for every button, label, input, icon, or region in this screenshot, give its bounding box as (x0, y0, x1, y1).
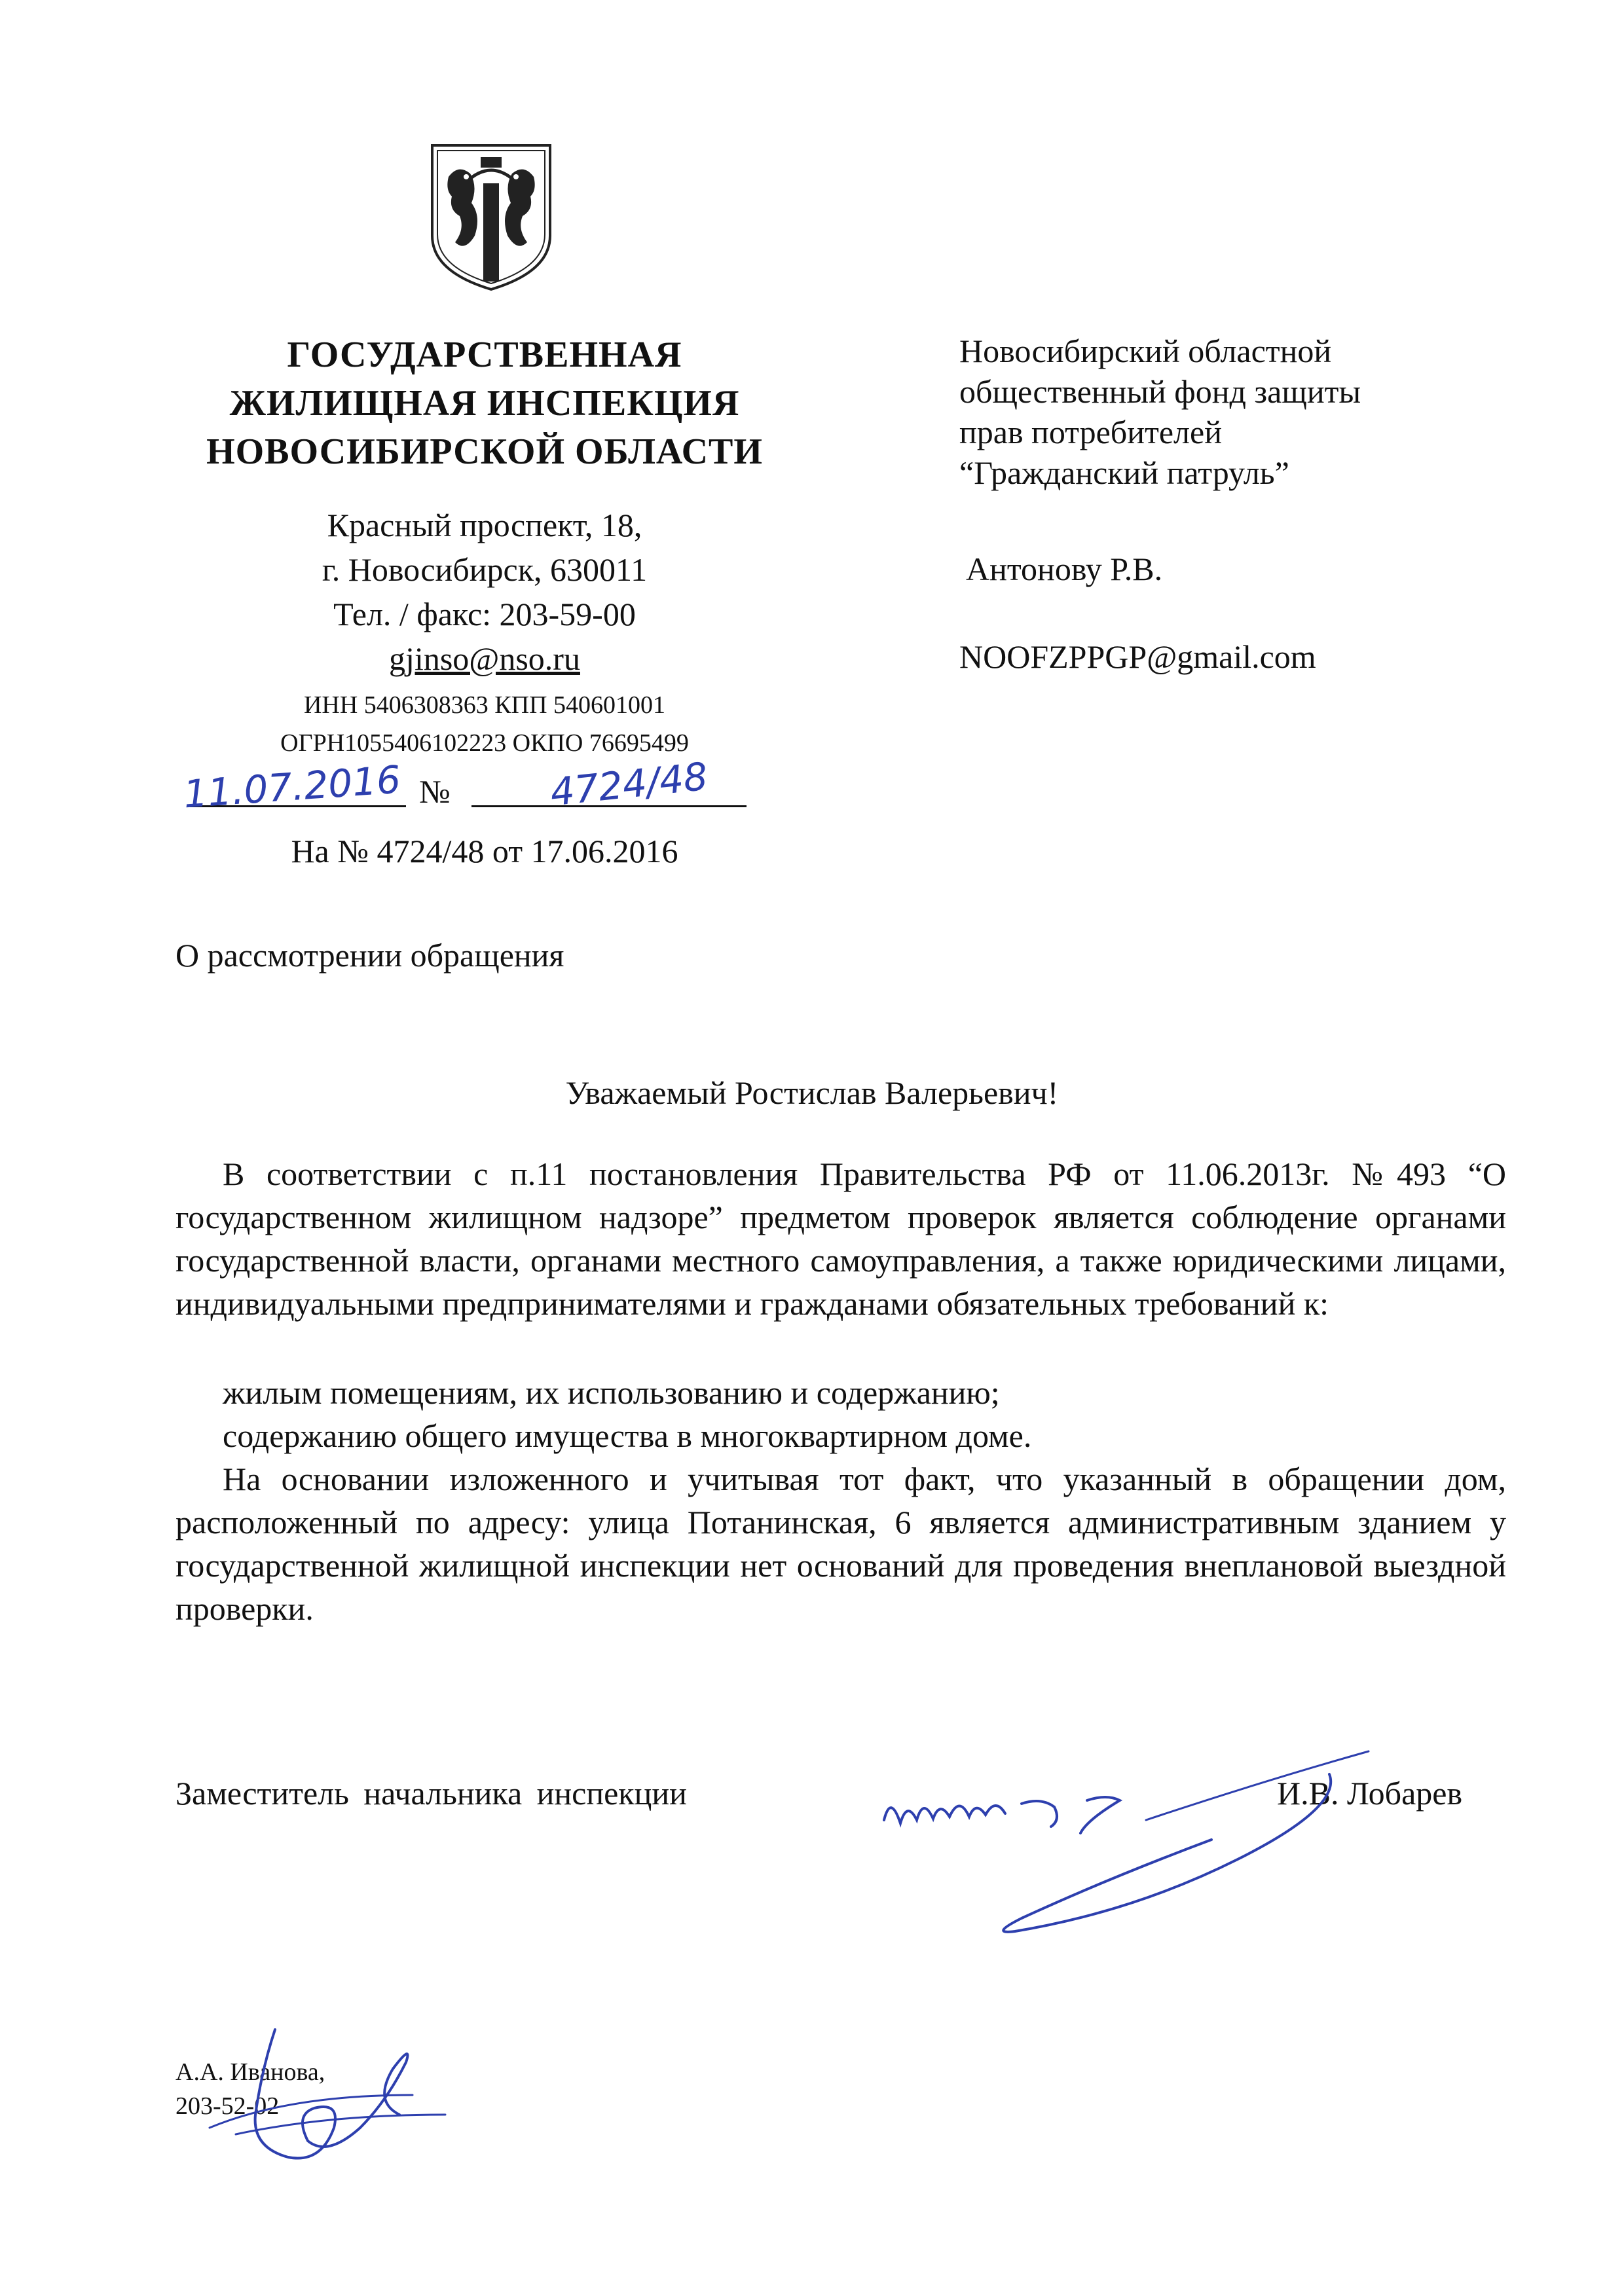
org-inn-kpp: ИНН 5406308363 КПП 540601001 (303, 691, 666, 719)
org-phone: Тел. / факс: 203-59-00 (333, 596, 636, 632)
org-name-line3: НОВОСИБИРСКОЙ ОБЛАСТИ (206, 431, 763, 472)
reply-to-reference: На № 4724/48 от 17.06.2016 (291, 833, 678, 869)
recipient-name: Антонову Р.В. (966, 551, 1163, 587)
org-address-line1: Красный проспект, 18, (327, 507, 642, 543)
executor-phone: 203-52-02 (175, 2092, 280, 2120)
signature-executor-icon (196, 2016, 498, 2187)
recipient-line4: “Гражданский патруль” (959, 454, 1289, 491)
org-name-line2: ЖИЛИЩНАЯ ИНСПЕКЦИЯ (229, 383, 740, 424)
signatory-role: Заместитель начальника инспекции (175, 1775, 687, 1812)
org-email-link[interactable]: gjinso@nso.ru (389, 640, 580, 677)
org-ogrn-okpo: ОГРН1055406102223 ОКПО 76695499 (280, 729, 689, 757)
recipient-line2: общественный фонд защиты (959, 373, 1361, 410)
recipient-line1: Новосибирский областной (959, 333, 1332, 369)
org-address-line2: г. Новосибирск, 630011 (322, 551, 648, 588)
recipient-email-link[interactable]: NOOFZPPGP@gmail.com (959, 638, 1316, 675)
coat-of-arms-icon (419, 137, 563, 295)
body-paragraph-2: На основании изложенного и учитывая тот факт, что указанный в обращении дом, расположенный по адресу: улица Потанинская, 6 является административным зданием у государственной жилищной инспекции нет оснований для проведения внеплановой выездной проверки. (175, 1461, 1506, 1627)
body-list-item-2: содержанию общего имущества в многоквартирном доме. (223, 1417, 1032, 1454)
executor-name: А.А. Иванова, (175, 2058, 325, 2086)
handwritten-number: 4724/48 (548, 754, 710, 815)
body-paragraph-1: В соответствии с п.11 постановления Правительства РФ от 11.06.2013г. №493 “О государственном жилищном надзоре” предметом проверок является соблюдение органами государственной власти, органами местного самоуправления, а также юридическими лицами, индивидуальными предпринимателями и гражданами обязательных требований к: (175, 1156, 1506, 1322)
recipient-line3: прав потребителей (959, 414, 1222, 450)
handwritten-date: 11.07.2016 (182, 757, 403, 817)
letter-subject: О рассмотрении обращения (175, 937, 564, 974)
signatory-name: И.В. Лобарев (1277, 1775, 1463, 1812)
number-sign: № (419, 773, 451, 810)
outgoing-number-line (177, 754, 766, 817)
signature-main-icon (871, 1735, 1395, 1944)
body-list-item-1: жилым помещениям, их использованию и содержанию; (223, 1374, 1000, 1411)
letter-greeting: Уважаемый Ростислав Валерьевич! (565, 1074, 1059, 1111)
org-name-line1: ГОСУДАРСТВЕННАЯ (287, 335, 682, 375)
